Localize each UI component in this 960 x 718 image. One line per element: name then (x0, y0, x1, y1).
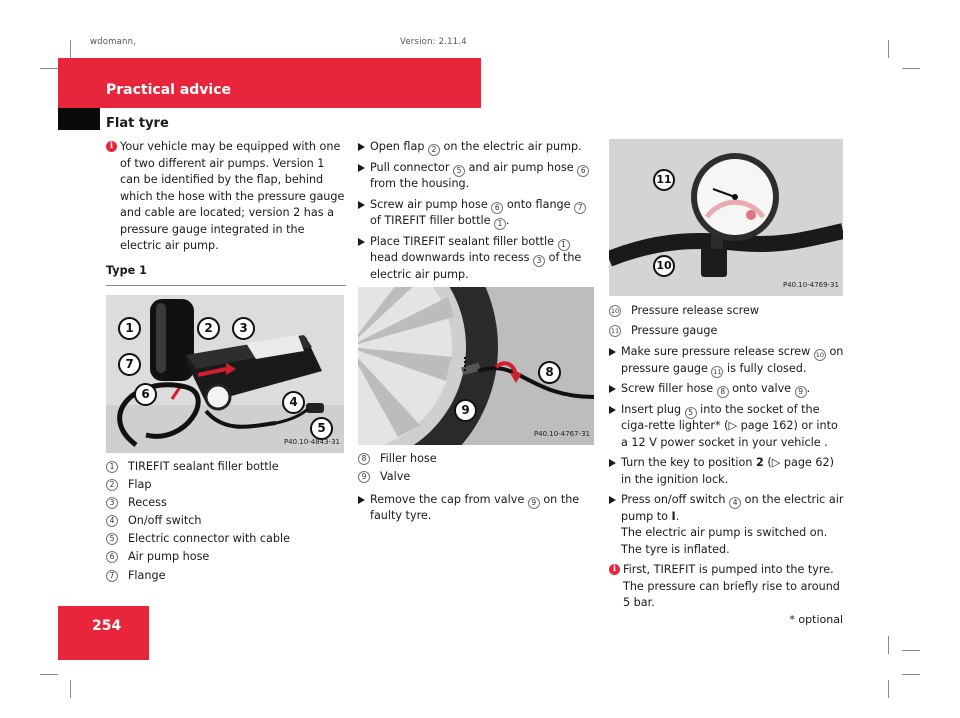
instruction-step (609, 344, 845, 377)
instruction-step (358, 492, 596, 525)
figure-callout: 2 (197, 317, 220, 340)
step-text: into the socket of the ciga-rette lighter* (▷ page 162) or into a 12 V power socket in your vehicle . (621, 402, 838, 449)
arrow-right-icon (358, 143, 365, 151)
step-text: Turn the key to position (621, 456, 756, 469)
item-number: 2 (428, 144, 440, 156)
legend-item (106, 568, 346, 585)
legend-item (106, 549, 346, 566)
arrow-right-icon (609, 348, 616, 356)
item-number: 8 (717, 386, 729, 398)
step-text: Insert plug (621, 402, 685, 416)
item-number: 1 (106, 461, 118, 473)
item-number: 10 (610, 307, 620, 315)
arrow-right-icon (609, 406, 616, 414)
info-text: First, TIREFIT is pumped into the tyre. The pressure can briefly rise to around 5 bar. (623, 563, 840, 609)
figure-callout: 9 (454, 399, 477, 422)
version-meta: Version: 2.11.4 (400, 37, 467, 47)
step-text: (▷ page 62) in the ignition lock. (621, 456, 834, 486)
instruction-step (358, 234, 596, 284)
legend-text: On/off switch (128, 514, 202, 528)
pressure-gauge-illustration (609, 139, 843, 296)
item-number: 8 (358, 453, 370, 465)
item-number: 7 (574, 202, 586, 214)
instruction-step (358, 160, 596, 193)
page-number: 254 (92, 618, 122, 634)
instruction-step (358, 197, 596, 230)
key-position: 2 (756, 456, 764, 469)
section-title: Practical advice (106, 82, 232, 98)
item-number: 5 (453, 165, 465, 177)
crop-mark (70, 680, 71, 698)
legend-text: Valve (380, 470, 411, 484)
step-text: Screw air pump hose (370, 197, 492, 211)
instruction-step (609, 492, 845, 558)
crop-mark (70, 40, 71, 58)
arrow-right-icon (358, 164, 365, 172)
instruction-steps (609, 344, 845, 558)
step-text: from the housing. (370, 177, 470, 190)
item-number: 6 (491, 202, 503, 214)
step-text: on the electric air pump to (621, 493, 844, 523)
step-text: of the electric air pump. (370, 251, 582, 281)
step-text: Press on/off switch (621, 493, 730, 506)
item-number: 4 (729, 497, 741, 509)
step-text: Place TIREFIT sealant filler bottle (370, 234, 558, 248)
item-number: 11 (713, 367, 722, 376)
crop-mark (888, 636, 889, 654)
info-note (106, 139, 346, 255)
author-meta: wdomann, (90, 37, 137, 47)
step-result: The electric air pump is switched on. The tyre is inflated. (621, 526, 828, 556)
arrow-right-icon (609, 385, 616, 393)
legend-item (106, 513, 346, 530)
legend-text: Pressure release screw (631, 304, 760, 317)
crop-mark (902, 68, 920, 69)
crop-mark (888, 680, 889, 698)
item-number: 7 (106, 570, 118, 582)
figure-code: P40.10-4769-31 (782, 280, 839, 289)
step-text: on pressure gauge (621, 345, 844, 375)
step-text: of TIREFIT filler bottle (370, 214, 495, 227)
legend-text: TIREFIT sealant filler bottle (128, 460, 279, 473)
header-tab (58, 108, 100, 130)
figure-callout: 5 (310, 417, 333, 440)
item-number: 9 (795, 386, 807, 398)
figure-callout: 10 (653, 255, 675, 277)
figure-callout: 1 (118, 317, 141, 340)
air-pump-figure (106, 295, 344, 453)
arrow-right-icon (358, 201, 365, 209)
item-number: 5 (106, 533, 118, 545)
step-text: onto flange (503, 197, 575, 211)
item-number: 4 (106, 515, 118, 527)
step-text: Open flap (370, 140, 428, 153)
step-text: and air pump hose (465, 160, 578, 174)
figure-code: P40.10-4843-31 (283, 437, 340, 446)
figure-callout: 6 (134, 383, 157, 406)
column-2 (358, 139, 596, 529)
legend-text: Pressure gauge (631, 323, 718, 337)
item-number: 5 (685, 407, 697, 419)
subsection-title: Flat tyre (106, 116, 169, 131)
crop-mark (40, 68, 58, 69)
instruction-step (609, 455, 845, 488)
step-text: Make sure pressure release screw (621, 345, 814, 358)
step-text: Pull connector (370, 160, 454, 174)
instruction-steps (358, 139, 596, 283)
item-number: 10 (815, 351, 825, 359)
legend-list (106, 459, 346, 584)
item-number: 6 (106, 551, 118, 563)
legend-text: Flange (128, 568, 166, 582)
legend-list (609, 303, 845, 339)
item-number: 11 (610, 326, 620, 335)
step-text: Remove the cap from valve (370, 492, 528, 506)
legend-item (106, 459, 346, 476)
legend-item (609, 323, 845, 340)
item-number: 9 (528, 497, 540, 509)
crop-mark (40, 674, 58, 675)
figure-callout: 7 (118, 353, 141, 376)
figure-callout: 11 (653, 169, 675, 191)
legend-list (358, 451, 596, 486)
legend-item (106, 531, 346, 548)
step-text: . (675, 509, 680, 523)
figure-code: P40.10-4767-31 (533, 429, 590, 438)
legend-text: Recess (128, 496, 167, 510)
step-text: on the faulty tyre. (370, 492, 580, 523)
instruction-step (358, 139, 596, 156)
item-number: 1 (494, 218, 506, 230)
legend-item (358, 451, 596, 468)
figure-callout: 4 (282, 391, 305, 414)
air-pump-illustration (106, 295, 344, 453)
legend-item (106, 495, 346, 512)
legend-item (609, 303, 845, 320)
info-note (609, 562, 845, 612)
step-text: onto valve (728, 382, 795, 395)
arrow-right-icon (358, 496, 365, 504)
info-text: Your vehicle may be equipped with one of two different air pumps. Version 1 can be identified by the flap, behind which the hose with the pressure gauge and cable are located; version 2 has a pressure gauge integrated in the electric air pump. (120, 140, 345, 252)
item-number: 9 (358, 471, 370, 483)
arrow-right-icon (358, 238, 365, 246)
arrow-right-icon (609, 459, 616, 467)
tyre-valve-figure (358, 287, 594, 445)
legend-text: Air pump hose (128, 550, 210, 564)
step-text: Screw filler hose (621, 382, 717, 395)
switch-position: I (671, 509, 676, 523)
crop-mark (902, 650, 920, 651)
arrow-right-icon (609, 496, 616, 504)
figure-callout: 8 (538, 361, 561, 384)
step-text: on the electric air pump. (440, 140, 582, 153)
step-text: head downwards into recess (370, 251, 534, 264)
legend-item (358, 469, 596, 486)
pressure-gauge-figure (609, 139, 843, 296)
item-number: 2 (106, 479, 118, 491)
instruction-steps (358, 492, 596, 525)
column-1 (106, 139, 346, 586)
instruction-step (609, 381, 845, 398)
column-3 (609, 139, 845, 620)
figure-callout: 3 (232, 317, 255, 340)
legend-text: Electric connector with cable (128, 532, 291, 546)
item-number: 6 (577, 165, 589, 177)
item-number: 1 (558, 239, 570, 251)
instruction-step (609, 402, 845, 452)
step-text: is fully closed. (723, 361, 807, 375)
legend-text: Flap (128, 478, 152, 492)
legend-text: Filler hose (380, 452, 437, 465)
step-text: . (806, 382, 811, 395)
item-number: 3 (533, 255, 545, 267)
info-icon: i (609, 564, 620, 575)
legend-item (106, 477, 346, 494)
type-heading: Type 1 (106, 263, 346, 287)
step-text: . (506, 214, 510, 227)
item-number: 3 (106, 497, 118, 509)
footnote: * optional (789, 613, 843, 626)
crop-mark (888, 40, 889, 58)
info-icon: i (106, 141, 117, 152)
crop-mark (902, 674, 920, 675)
